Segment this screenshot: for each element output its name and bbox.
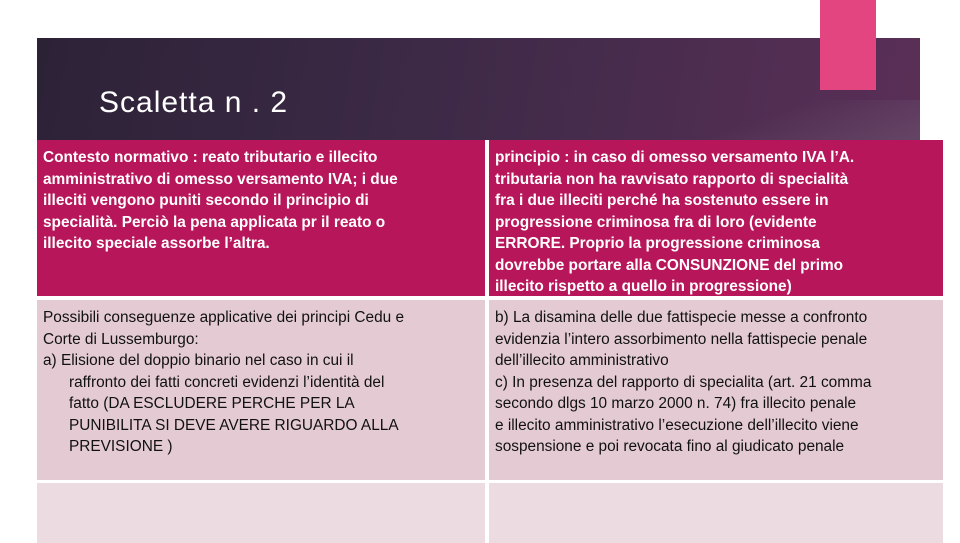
cell-list-item: a) Elisione del doppio binario nel caso in cui il raffronto dei fatti concreti evidenzi l’identità del fatto (DA ESCLUDERE PERCHE PER LA PUNIBILITA SI DEVE AVERE RIGUARDO ALLA PREVISIONE ) — [43, 352, 399, 455]
content-table — [37, 140, 943, 540]
empty-cell-left — [37, 483, 485, 543]
table-cell-right: b) La disamina delle due fattispecie messe a confronto evidenzia l’intero assorbimento nella fattispecie penale dell’illecito amministrativo c) In presenza del rapporto di specialita (art. 21 comma secondo dlgs 10 marzo 2000 n. 74) fra illecito penale e illecito amministrativo l’esecuzione dell’illecito viene sospensione e poi revocata fino al giudicato penale — [489, 300, 943, 480]
cell-intro-text: Possibili conseguenze applicative dei principi Cedu e Corte di Lussemburgo: — [43, 309, 405, 348]
slide-title: Scaletta n . 2 — [99, 86, 289, 119]
accent-bar — [820, 0, 876, 90]
empty-cell-right — [489, 483, 943, 543]
table-cell-left — [37, 300, 485, 480]
table-header-left: Contesto normativo : reato tributario e illecito amministrativo di omesso versamento IVA; i due illeciti vengono puniti secondo il principio di specialità. Perciò la pena applicata pr il reato o illecito speciale assorbe l’altra. — [37, 140, 485, 296]
table-header-right: principio : in caso di omesso versamento IVA l’A. tributaria non ha ravvisato rapporto di specialità fra i due illeciti perché ha sostenuto essere in progressione criminosa fra di loro (evidente ERRORE. Proprio la progressione criminosa dovrebbe portare alla CONSUNZIONE del primo illecito rispetto a quello in progressione) — [489, 140, 943, 296]
